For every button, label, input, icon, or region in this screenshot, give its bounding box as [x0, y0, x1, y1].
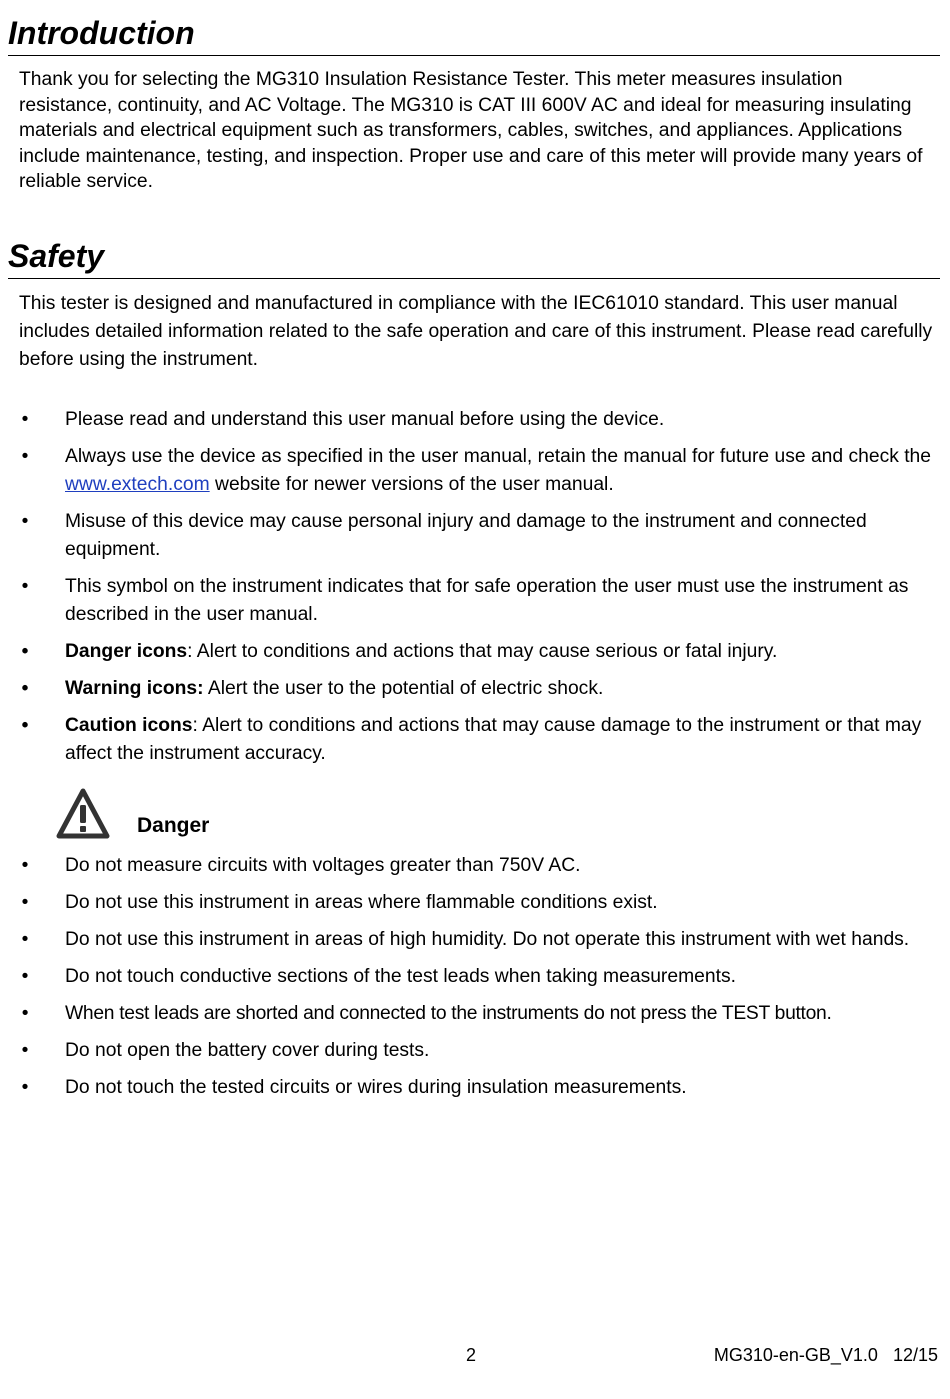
- safety-bullet: • Always use the device as specified in the user manual, retain the manual for future use and check the www.extech.com website for newer versions of the user manual.: [0, 443, 942, 499]
- danger-bullet: • Do not use this instrument in areas where flammable conditions exist.: [0, 889, 942, 917]
- extech-website-link[interactable]: www.extech.com: [65, 474, 210, 495]
- danger-bullet: • Do not use this instrument in areas of high humidity. Do not operate this instrument with wet hands.: [0, 926, 942, 954]
- bullet-dot: •: [21, 1040, 29, 1061]
- safety-bullet: • Please read and understand this user manual before using the device.: [0, 406, 942, 434]
- bullet-dot: •: [21, 966, 29, 987]
- safety-bullet: • This symbol on the instrument indicates that for safe operation the user must use the instrument as described in the user manual.: [0, 573, 942, 629]
- safety-bullet: • Misuse of this device may cause personal injury and damage to the instrument and connected equipment.: [0, 508, 942, 564]
- bullet-dot: •: [21, 715, 29, 736]
- safety-heading: Safety: [8, 236, 940, 279]
- bullet-dot: •: [21, 446, 29, 467]
- danger-bullet: • Do not measure circuits with voltages greater than 750V AC.: [0, 852, 942, 880]
- bullet-dot: •: [21, 678, 29, 699]
- bullet-dot: •: [21, 1077, 29, 1098]
- safety-bullet: • Danger icons: Alert to conditions and actions that may cause serious or fatal injury.: [0, 638, 942, 666]
- introduction-heading: Introduction: [8, 13, 940, 56]
- bullet-dot: •: [21, 892, 29, 913]
- danger-bullet-list: [0, 852, 942, 1111]
- danger-bullet: • Do not touch conductive sections of the test leads when taking measurements.: [0, 963, 942, 991]
- danger-bullet: • Do not open the battery cover during tests.: [0, 1037, 942, 1065]
- safety-paragraph: This tester is designed and manufactured in compliance with the IEC61010 standard. This user manual includes detailed information related to the safe operation and care of this instrument. Please read carefully before using the instrument.: [19, 293, 933, 370]
- safety-bullet: • Caution icons: Alert to conditions and actions that may cause damage to the instrument or that may affect the instrument accuracy.: [0, 712, 942, 768]
- page-number: 2: [466, 1345, 477, 1365]
- bullet-dot: •: [21, 511, 29, 532]
- document-id: MG310-en-GB_V1.0 12/15: [713, 1345, 938, 1365]
- warning-triangle-icon: [56, 788, 110, 840]
- danger-bullet: • Do not touch the tested circuits or wires during insulation measurements.: [0, 1074, 942, 1102]
- bullet-dot: •: [21, 855, 29, 876]
- danger-label: Danger: [137, 814, 210, 837]
- bullet-dot: •: [21, 641, 29, 662]
- bullet-dot: •: [21, 929, 29, 950]
- safety-bullet-list: [0, 406, 942, 777]
- introduction-paragraph: Thank you for selecting the MG310 Insulation Resistance Tester. This meter measures insulation resistance, continuity, and AC Voltage. The MG310 is CAT III 600V AC and ideal for measuring insulating materials and electrical equipment such as transformers, cables, switches, and appliances. Applications include maintenance, testing, and inspection. Proper use and care of this meter will provide many years of reliable service.: [19, 69, 923, 192]
- bullet-dot: •: [21, 1003, 29, 1024]
- safety-bullet: • Warning icons: Alert the user to the potential of electric shock.: [0, 675, 942, 703]
- bullet-dot: •: [21, 409, 29, 430]
- bullet-dot: •: [21, 576, 29, 597]
- danger-bullet: • When test leads are shorted and connected to the instruments do not press the TEST button.: [0, 1000, 942, 1028]
